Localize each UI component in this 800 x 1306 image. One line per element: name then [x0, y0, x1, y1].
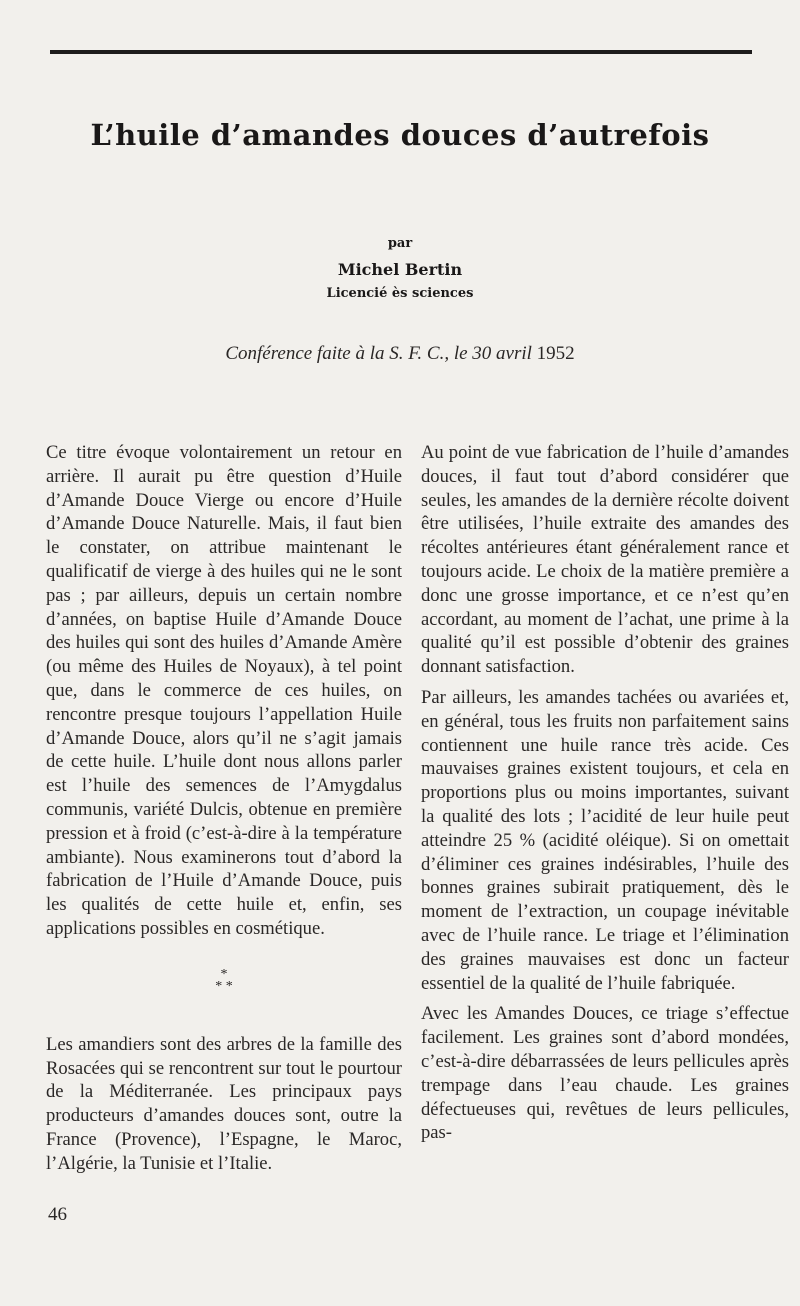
separator-stars-bottom: * *: [215, 978, 233, 994]
conference-note: [0, 343, 800, 365]
right-column: [421, 441, 789, 1152]
left-paragraph-1: Ce titre évoque volontairement un retour en arrière. Il aurait pu être question d’Huile d’Amande Douce Vierge ou encore d’Huile d’Amande Douce Naturelle. Mais, il faut bien le constater, on attribue maintenant le qualificatif de vierge à des huiles qui ne le sont pas ; par ailleurs, depuis un certain nombre d’années, on baptise Huile d’Amande Douce des huiles qui sont des huiles d’Amande Amère (ou même des Huiles de Noyaux), à tel point que, dans le commerce de ces huiles, on rencontre presque toujours l’appellation Huile d’Amande Douce, alors qu’il ne s’agit jamais de cette huile. L’huile dont nous allons parler est l’huile des semences de l’Amygdalus communis, variété Dulcis, obtenue en première pression et à froid (c’est-à-dire à la température ambiante). Nous examinerons tout d’abord la fabrication de l’Huile d’Amande Douce, puis les qualités de cette huile et, enfin, ses applications possibles en cosmétique.: [46, 442, 402, 939]
page-number: 46: [48, 1204, 67, 1225]
conference-text: Conférence faite à la S. F. C., le 30 avril: [225, 343, 532, 364]
author-name: Michel Bertin: [337, 260, 463, 279]
right-paragraph-1: Au point de vue fabrication de l’huile d’amandes douces, il faut tout d’abord considérer que seules, les amandes de la dernière récolte doivent être utilisées, l’huile extraite des amandes des récoltes antérieures étant généralement rance et toujours acide. Le choix de la matière première a donc une grosse importance, et ce n’est qu’en accordant, au moment de l’achat, une prime à la qualité qu’il est possible d’obtenir des graines donnant satisfaction.: [421, 442, 789, 678]
article-title: L’huile d’amandes douces d’autrefois: [90, 118, 710, 152]
left-paragraph-2: Les amandiers sont des arbres de la famille des Rosacées qui se rencontrent sur tout le pourtour de la Méditerranée. Les principaux pays producteurs d’amandes douces sont, outre la France (Provence), l’Espagne, le Maroc, l’Algérie, la Tunisie et l’Italie.: [46, 1033, 402, 1174]
left-column: [46, 441, 402, 1183]
section-separator: [46, 966, 402, 994]
separator-star-top: *: [220, 966, 228, 982]
top-rule: [50, 50, 752, 54]
right-paragraph-2: Par ailleurs, les amandes tachées ou avariées et, en général, tous les fruits non parfaitement sains contiennent une huile rance très acide. Ces mauvaises graines existent toujours, et cela en proportions plus ou moins importantes, suivant la qualité des lots ; l’acidité de leur huile peut atteindre 25 % (acidité oléique). Si on omettait d’éliminer ces graines indésirables, l’huile des bonnes graines subirait pratiquement, dès le moment de l’extraction, un coupage inévitable avec de l’huile rance. Le triage et l’élimination des graines mauvaises est donc un facteur essentiel de la qualité de l’huile fabriquée.: [421, 686, 789, 994]
conference-year: 1952: [536, 343, 575, 364]
byline-par: par: [387, 236, 413, 251]
right-paragraph-3: Avec les Amandes Douces, ce triage s’effectue facilement. Les graines sont d’abord mondées, c’est-à-dire débarrassées de leurs pellicules après trempage dans l’eau chaude. Les graines défectueuses qui, revêtues de leurs pellicules, pas-: [421, 1003, 789, 1144]
author-degree: Licencié ès sciences: [326, 286, 474, 301]
